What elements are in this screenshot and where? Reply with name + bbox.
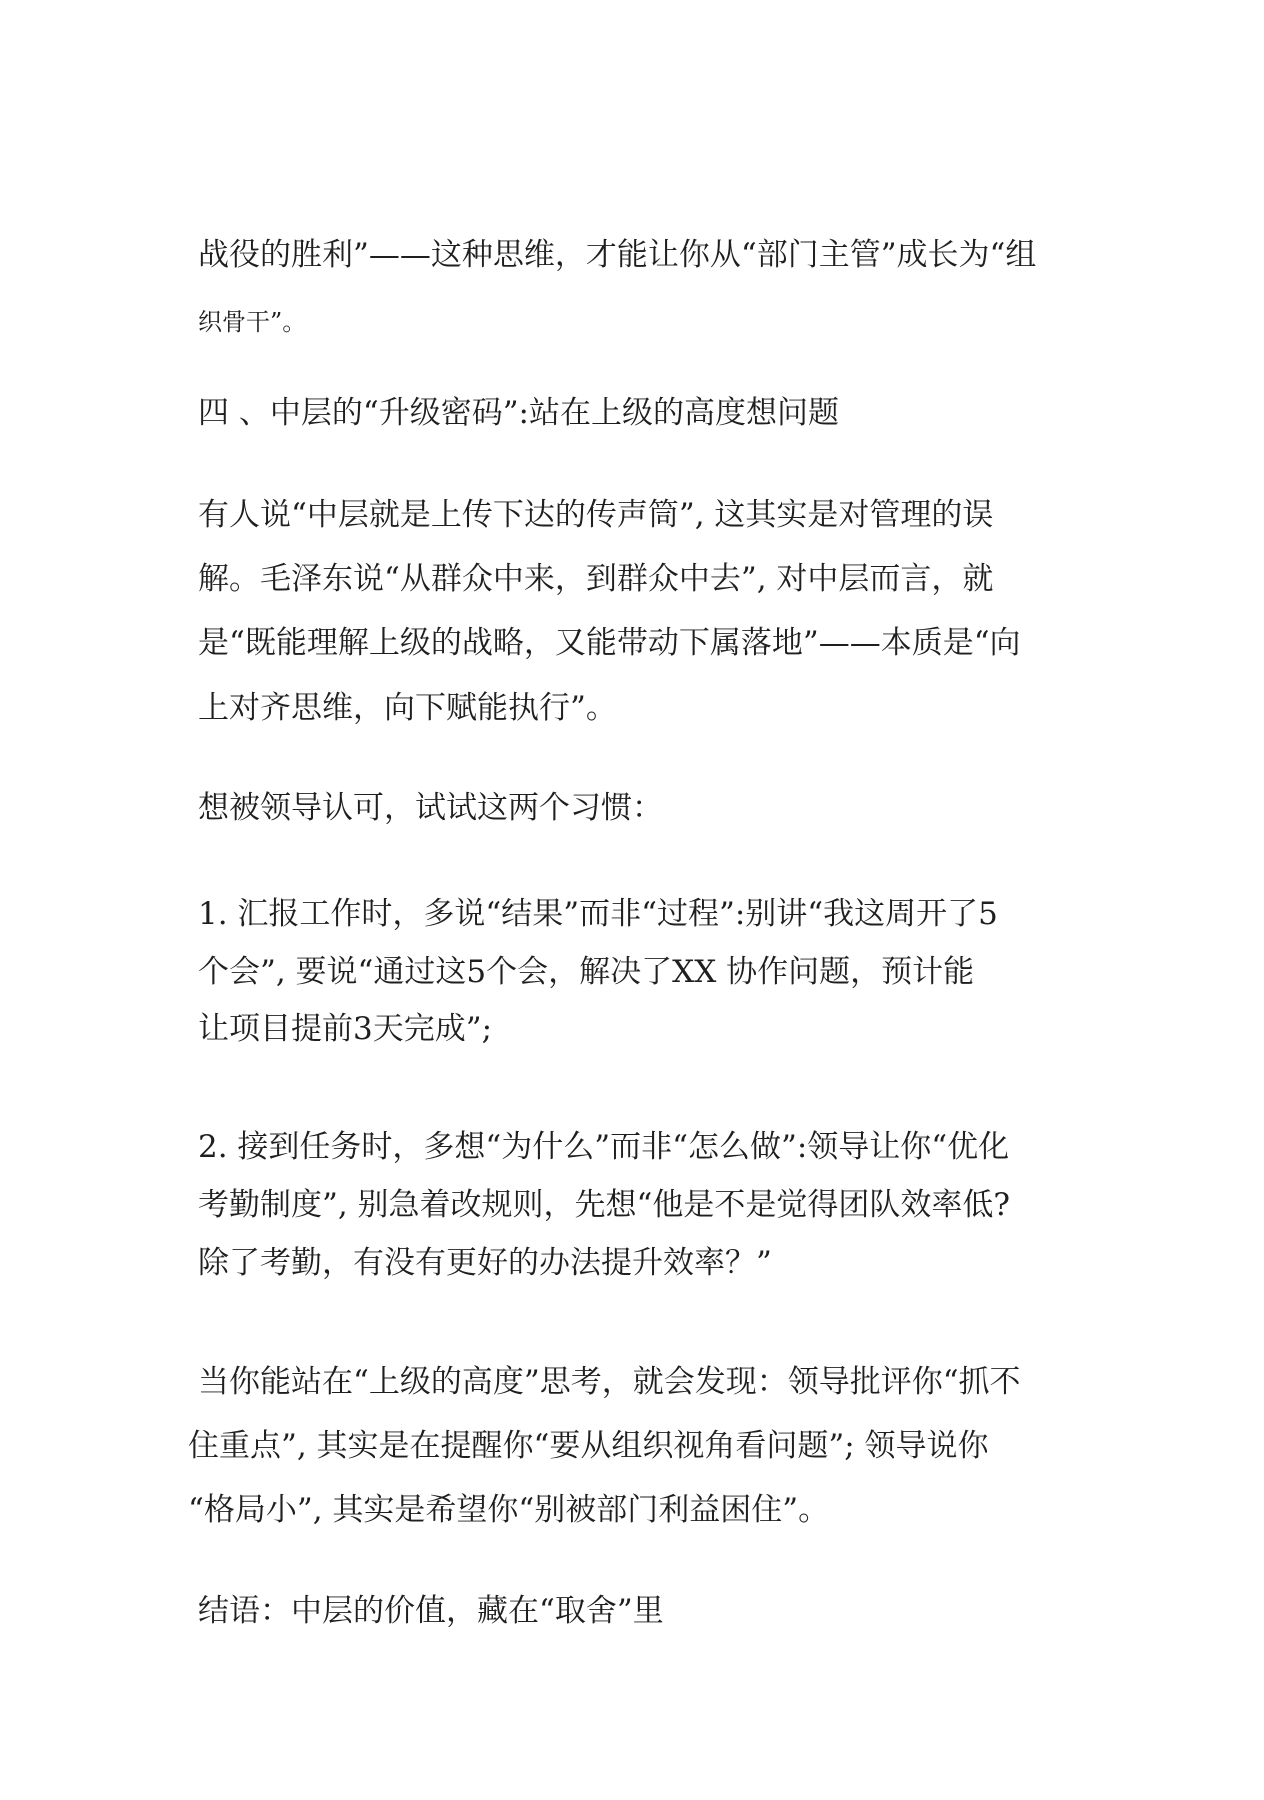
- paragraph-line: 织骨干”。: [198, 308, 307, 336]
- section-heading: 四 、中层的“升级密码”:站在上级的高度想问题: [198, 395, 839, 431]
- paragraph-line: “格局小”, 其实是希望你“别被部门利益困住”。: [188, 1492, 830, 1528]
- list-item-line: 个会”, 要说“通过这5个会，解决了XX 协作问题，预计能: [198, 954, 975, 990]
- list-item-line: 除了考勤，有没有更好的办法提升效率？”: [198, 1245, 772, 1281]
- paragraph-line: 战役的胜利”——这种思维，才能让你从“部门主管”成长为“组: [198, 237, 1037, 273]
- conclusion-heading: 结语：中层的价值，藏在“取舍”里: [198, 1593, 664, 1629]
- list-item-line: 考勤制度”, 别急着改规则，先想“他是不是觉得团队效率低?: [198, 1187, 1011, 1223]
- paragraph-line: 当你能站在“上级的高度”思考，就会发现：领导批评你“抓不: [198, 1364, 1021, 1400]
- paragraph-line: 解。毛泽东说“从群众中来，到群众中去”, 对中层而言，就: [198, 561, 994, 597]
- paragraph-line: 住重点”, 其实是在提醒你“要从组织视角看问题”; 领导说你: [188, 1428, 989, 1464]
- paragraph-line: 有人说“中层就是上传下达的传声筒”, 这其实是对管理的误: [198, 497, 994, 533]
- paragraph-line: 是“既能理解上级的战略，又能带动下属落地”——本质是“向: [198, 625, 1021, 661]
- list-item-line: 1. 汇报工作时，多说“结果”而非“过程”:别讲“我这周开了5: [198, 896, 998, 932]
- list-item-line: 让项目提前3天完成”;: [198, 1011, 493, 1047]
- list-item-line: 2. 接到任务时，多想“为什么”而非“怎么做”:领导让你“优化: [198, 1129, 1010, 1165]
- paragraph-line: 上对齐思维，向下赋能执行”。: [198, 690, 617, 726]
- paragraph-line: 想被领导认可，试试这两个习惯：: [198, 790, 663, 826]
